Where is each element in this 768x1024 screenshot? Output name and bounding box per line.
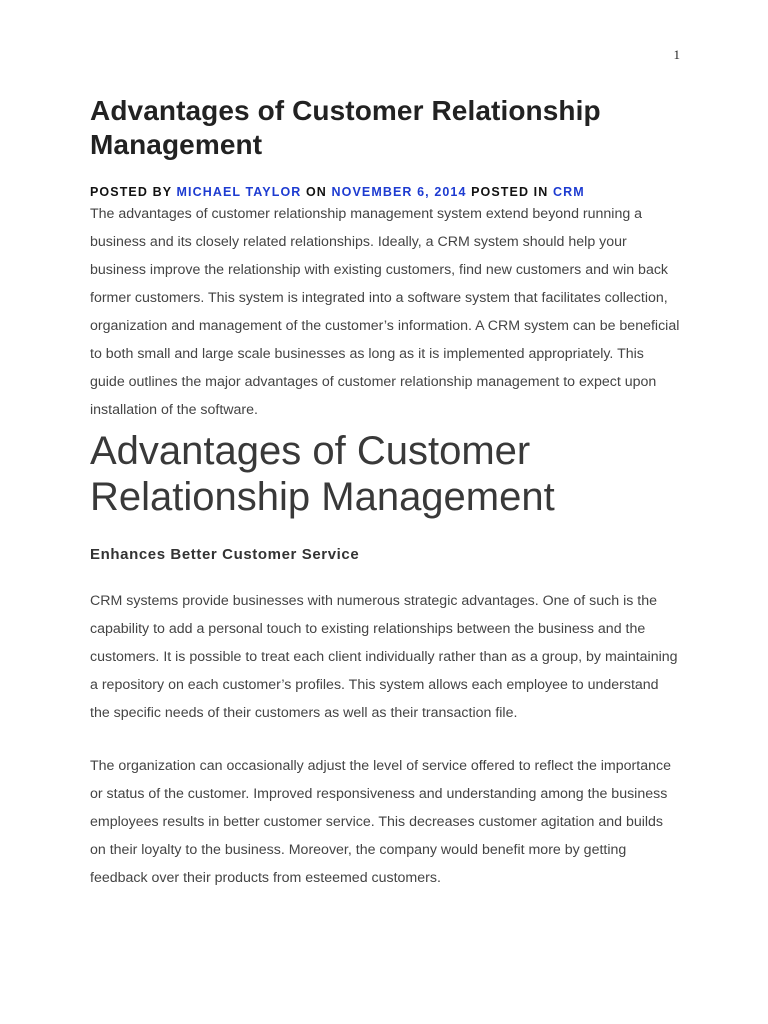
section-heading: Advantages of Customer Relationship Management bbox=[90, 429, 555, 519]
article-title: Advantages of Customer Relationship Management bbox=[90, 95, 601, 160]
posted-in-label: POSTED IN bbox=[471, 185, 549, 199]
intro-paragraph: The advantages of customer relationship management system extend beyond running a business and its closely related relationships. Ideally, a CRM system should help your business improve the relationship with existing customers, find new customers and win back former customers. This system is integrated into a software system that facilitates collection, organization and management of the customer’s information. A CRM system can be beneficial to both small and large scale businesses as long as it is implemented appropriately. This guide outlines the major advantages of customer relationship management to expect upon installation of the software. bbox=[90, 206, 680, 418]
on-label: ON bbox=[305, 185, 327, 199]
category-link[interactable]: CRM bbox=[552, 185, 585, 199]
date-link[interactable]: NOVEMBER 6, 2014 bbox=[331, 185, 467, 199]
body-paragraph: CRM systems provide businesses with numerous strategic advantages. One of such is the capability to add a personal touch to existing relationships between the business and the customers. It is possible to treat each client individually rather than as a group, by maintaining a repository on each customer’s profiles. This system allows each employee to understand the specific needs of their customers as well as their transaction file. bbox=[90, 593, 678, 721]
posted-by-label: POSTED BY bbox=[90, 185, 172, 199]
article-content bbox=[90, 94, 682, 892]
body-paragraph: The organization can occasionally adjust the level of service offered to reflect the importance or status of the customer. Improved responsiveness and understanding among the business employees results in better customer service. This decreases customer agitation and builds on their loyalty to the business. Moreover, the company would benefit more by getting feedback over their products from esteemed customers. bbox=[90, 758, 671, 886]
page-number: 1 bbox=[673, 47, 680, 62]
subsection-heading: Enhances Better Customer Service bbox=[90, 546, 360, 563]
author-link[interactable]: MICHAEL TAYLOR bbox=[176, 185, 302, 199]
